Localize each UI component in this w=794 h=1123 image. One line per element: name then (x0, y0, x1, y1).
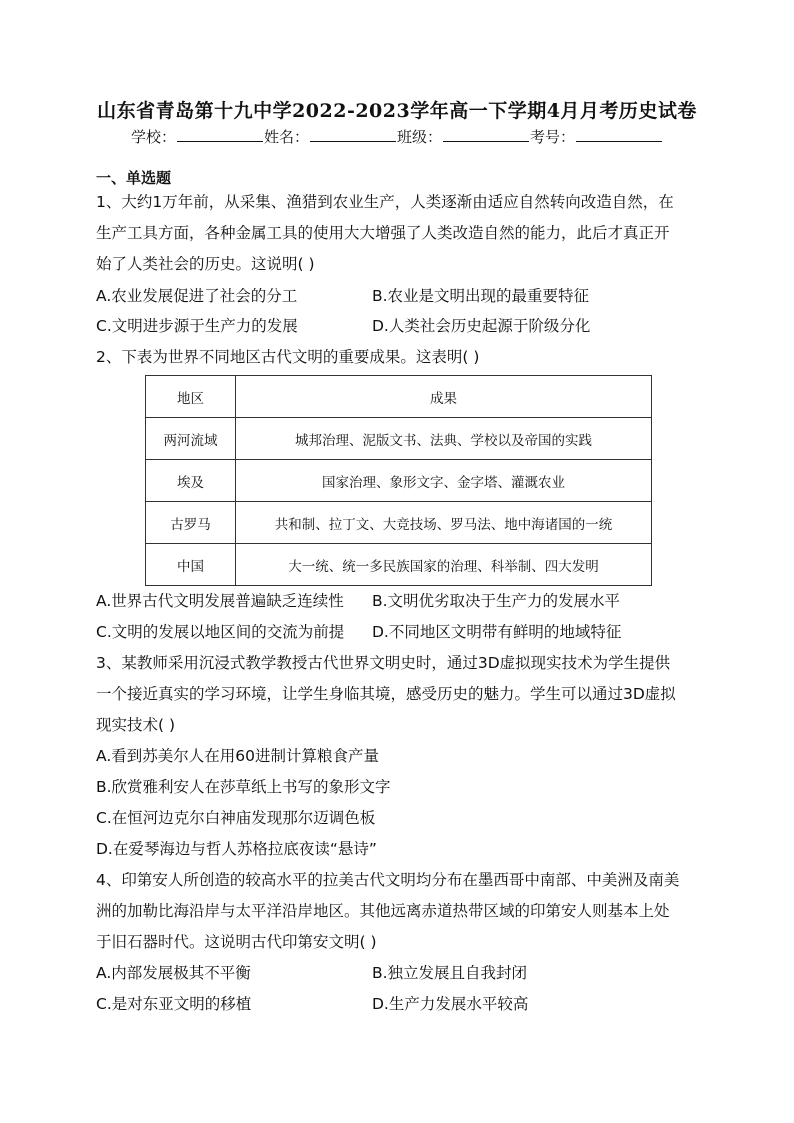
table-cell-region: 古罗马 (146, 502, 236, 544)
table-cell-region: 两河流域 (146, 418, 236, 460)
q1-line-2: 生产工具方面，各种金属工具的使用大大增强了人类改造自然的能力，此后才真正开 (96, 224, 670, 242)
q2-option-d: D.不同地区文明带有鲜明的地域特征 (372, 623, 622, 641)
q1-option-a: A.农业发展促进了社会的分工 (96, 287, 298, 305)
number-blank (576, 127, 662, 142)
table-header-row (146, 376, 652, 418)
table-cell-achievement: 共和制、拉丁文、大竞技场、罗马法、地中海诸国的一统 (236, 502, 652, 544)
table-row (146, 418, 652, 460)
q2-option-c: C.文明的发展以地区间的交流为前提 (96, 623, 345, 641)
table-cell-achievement: 国家治理、象形文字、金字塔、灌溉农业 (236, 460, 652, 502)
q2-option-b: B.文明优劣取决于生产力的发展水平 (372, 592, 621, 610)
page-title: 山东省青岛第十九中学2022-2023学年高一下学期4月月考历史试卷 (97, 100, 697, 122)
table-row (146, 460, 652, 502)
civilization-table (145, 375, 652, 586)
q3-line-1: 3、某教师采用沉浸式教学教授古代世界文明史时，通过3D虚拟现实技术为学生提供 (96, 654, 671, 672)
q4-line-1: 4、印第安人所创造的较高水平的拉美古代文明均分布在墨西哥中南部、中美洲及南美 (96, 871, 680, 889)
class-label: 班级： (397, 128, 443, 146)
table-row (146, 544, 652, 586)
school-label: 学校： (130, 128, 176, 146)
school-blank (177, 127, 263, 142)
table-cell-achievement: 大一统、统一多民族国家的治理、科举制、四大发明 (236, 544, 652, 586)
q3-option-a: A.看到苏美尔人在用60进制计算粮食产量 (96, 747, 379, 765)
q2-option-a: A.世界古代文明发展普遍缺乏连续性 (96, 592, 344, 610)
q4-line-2: 洲的加勒比海沿岸与太平洋沿岸地区。其他远离赤道热带区域的印第安人则基本上处 (96, 902, 670, 920)
q4-option-b: B.独立发展且自我封闭 (372, 964, 528, 982)
q4-option-a: A.内部发展极其不平衡 (96, 964, 251, 982)
name-label: 姓名： (263, 128, 309, 146)
table-cell-region: 中国 (146, 544, 236, 586)
table-header-region: 地区 (146, 376, 236, 418)
name-blank (310, 127, 396, 142)
q1-option-c: C.文明进步源于生产力的发展 (96, 317, 298, 335)
q1-option-b: B.农业是文明出现的最重要特征 (372, 287, 590, 305)
q4-line-3: 于旧石器时代。这说明古代印第安文明( ) (96, 933, 377, 951)
section-heading: 一、单选题 (96, 169, 172, 187)
q4-option-d: D.生产力发展水平较高 (372, 995, 529, 1013)
q4-option-c: C.是对东亚文明的移植 (96, 995, 252, 1013)
class-blank (443, 127, 529, 142)
q3-option-d: D.在爱琴海边与哲人苏格拉底夜读“悬诗” (96, 840, 377, 858)
q1-line-3: 始了人类社会的历史。这说明( ) (96, 255, 315, 273)
table-cell-region: 埃及 (146, 460, 236, 502)
q3-option-c: C.在恒河边克尔白神庙发现那尔迈调色板 (96, 809, 376, 827)
table-cell-achievement: 城邦治理、泥版文书、法典、学校以及帝国的实践 (236, 418, 652, 460)
q1-option-d: D.人类社会历史起源于阶级分化 (372, 317, 591, 335)
q2-line-1: 2、下表为世界不同地区古代文明的重要成果。这表明( ) (96, 348, 480, 366)
number-label: 考号： (530, 128, 576, 146)
student-info-row (0, 126, 794, 147)
table-header-achievement: 成果 (236, 376, 652, 418)
q3-option-b: B.欣赏雅利安人在莎草纸上书写的象形文字 (96, 778, 391, 796)
q1-line-1: 1、大约1万年前，从采集、渔猎到农业生产，人类逐渐由适应自然转向改造自然，在 (96, 193, 674, 211)
table-row (146, 502, 652, 544)
q3-line-3: 现实技术( ) (96, 716, 176, 734)
q3-line-2: 一个接近真实的学习环境，让学生身临其境，感受历史的魅力。学生可以通过3D虚拟 (96, 685, 676, 703)
